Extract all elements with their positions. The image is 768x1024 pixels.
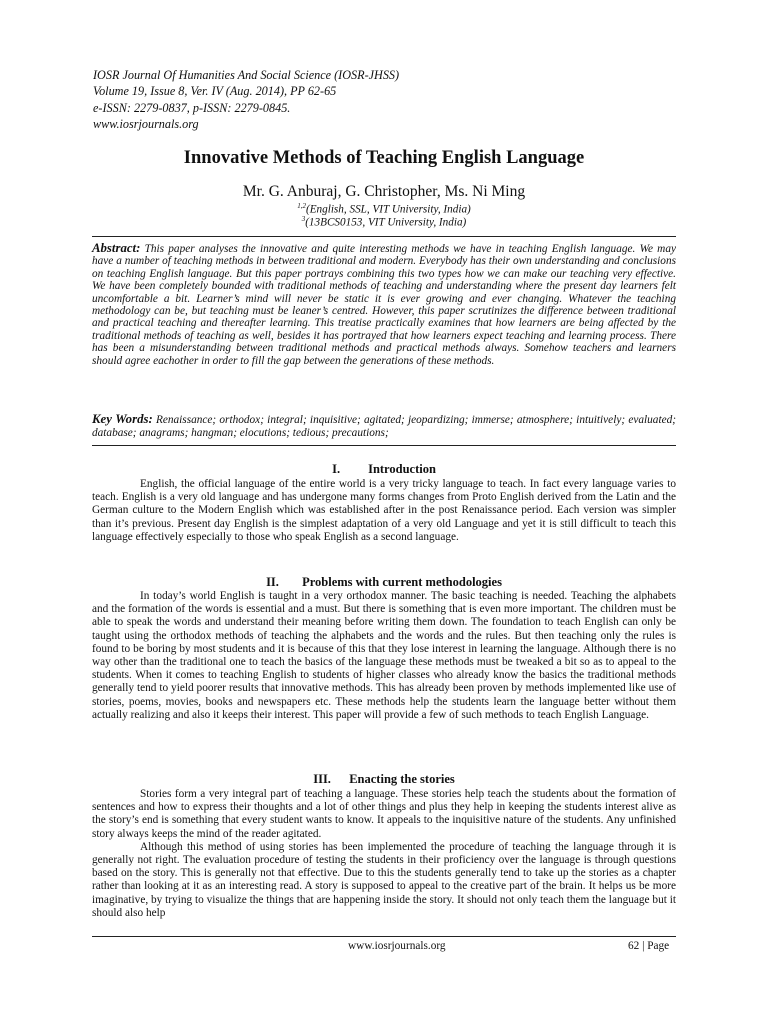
affiliation-2-sup: 3 xyxy=(301,215,306,223)
paragraph: Stories form a very integral part of teaching a language. These stories help teach the students about the formation of sentences and how to express their thoughts and a lot of other things and plus they help in keeping the students interest alive as the story’s end is something that every student wants to know. It appeals to the inquisitive nature of the students. Any unfinished story always keeps the mind of the reader agitated. xyxy=(92,788,676,840)
top-divider xyxy=(92,236,676,237)
section-heading-problems xyxy=(0,575,768,590)
paragraph: In today’s world English is taught in a very orthodox manner. The basic teaching is needed. Teaching the alphabets and the formation of the words is essential and a must. But there is something that is even more important. The children must be able to speak the words and understand their meaning before writing them down. The foundation to teach English can only be taught using the orthodox methods of teaching the alphabets and the words and the rules. But then teaching only the rules is found to be boring by most students and it is because of this that they lose interest in learning the language. Although there is no way other than the traditional one to teach the basics of the language these methods must be tweaked a bit so as to appeal to the students. When it comes to teaching English to students of higher classes who already know the basics the traditional methods generally tend to yield poorer results that innovative methods. This has already been proven by methods implemented like use of stories, poems, movies, books and newspapers etc. These methods help the students learn the language better without them actually realizing and also it keeps their interest. This paper will provide a few of such methods to teach English Language. xyxy=(92,590,676,721)
section-body-problems xyxy=(92,590,676,722)
footer-url[interactable]: www.iosrjournals.org xyxy=(348,940,446,952)
section-number: I. xyxy=(332,462,341,476)
section-heading-stories xyxy=(0,772,768,787)
footer-divider xyxy=(92,936,676,937)
abstract-label: Abstract: xyxy=(92,241,141,255)
affiliation-2-text: (13BCS0153, VIT University, India) xyxy=(305,216,467,229)
affiliation-1-sup: 1,2 xyxy=(297,202,306,210)
paper-title: Innovative Methods of Teaching English Language xyxy=(183,148,585,168)
keywords-text: Renaissance; orthodox; integral; inquisitive; agitated; jeopardizing; immerse; atmosphere; intuitively; evaluated; database; anagrams; hangman; elocutions; tedious; precautions; xyxy=(92,414,677,439)
section-number: II. xyxy=(266,575,279,589)
journal-url[interactable]: www.iosrjournals.org xyxy=(93,116,199,131)
journal-issn: e-ISSN: 2279-0837, p-ISSN: 2279-0845. xyxy=(93,100,291,115)
affiliation-2 xyxy=(0,215,768,229)
section-title: Enacting the stories xyxy=(349,772,455,786)
abstract-text: This paper analyses the innovative and quite interesting methods we have in teaching English language. We may have a number of teaching methods in between traditional and modern. Everybody has their own understanding and conclusions on teaching English language. But this paper portrays combining this two types how we can make our teaching very effective. We have been completely bounded with traditional methods of teaching and understanding where the present day learners felt uncomfortable a bit. Learner’s mind will never be static it is ever growing and ever changing. Whatever the teaching methodology can be, but teaching must be leaner’s centred. However, this paper scrutinizes the difference between traditional and practical teaching and thereafter learning. This treatise practically examines that how learners are being affected by the traditional methods of teaching as well, besides it has portrayed that how learners expect teaching and learning process. There has been a misunderstanding between traditional methods and practical methods always. Somehow teachers and learners should agree eachother in order to fill the gap between the generations of these methods. xyxy=(92,243,677,367)
bottom-divider xyxy=(92,445,676,446)
keywords-block xyxy=(92,413,676,439)
paper-authors: Mr. G. Anburaj, G. Christopher, Ms. Ni Ming xyxy=(242,183,526,200)
affiliation-1-text: (English, SSL, VIT University, India) xyxy=(305,203,471,216)
journal-header xyxy=(93,67,399,132)
page-word: Page xyxy=(647,940,670,952)
section-heading-introduction xyxy=(0,462,768,477)
footer-page: 62 | Page xyxy=(628,940,670,952)
journal-volume: Volume 19, Issue 8, Ver. IV (Aug. 2014), PP 62-65 xyxy=(93,84,337,99)
section-body-stories xyxy=(92,788,676,920)
section-number: III. xyxy=(313,772,331,786)
keywords-label: Key Words: xyxy=(92,412,153,426)
paragraph: Although this method of using stories has been implemented the procedure of teaching the language through it is generally not right. The evaluation procedure of testing the students in their proficiency over the language is through questions based on the story. This is generally not that effective. Due to this the students generally tend to take up the stories as a chapter rather than looking at it as an interesting read. A story is supposed to appeal to the creative part of the brain. It helps us be more imaginative, by trying to visualize the things that are happening inside the story. It should not only teach them the language but it should also help xyxy=(92,840,676,919)
paragraph: English, the official language of the entire world is a very tricky language to teach. In fact every language varies to teach. English is a very old language and has undergone many forms changes from Proto English derived from the Latin and the German culture to the Modern English which was established after in the post Renaissance period. Each version was simpler than it’s previous. Present day English is the simplest adaptation of a very old Language and yet it is still difficult to teach this language effectively especially to those who speak English as a second language. xyxy=(92,478,676,543)
section-body-introduction xyxy=(92,478,676,544)
section-title: Introduction xyxy=(368,462,436,476)
page-number: 62 xyxy=(628,940,640,952)
affiliation-1 xyxy=(0,202,768,216)
abstract-block xyxy=(92,242,676,367)
journal-name: IOSR Journal Of Humanities And Social Science (IOSR-JHSS) xyxy=(93,68,400,82)
section-title: Problems with current methodologies xyxy=(302,575,502,589)
